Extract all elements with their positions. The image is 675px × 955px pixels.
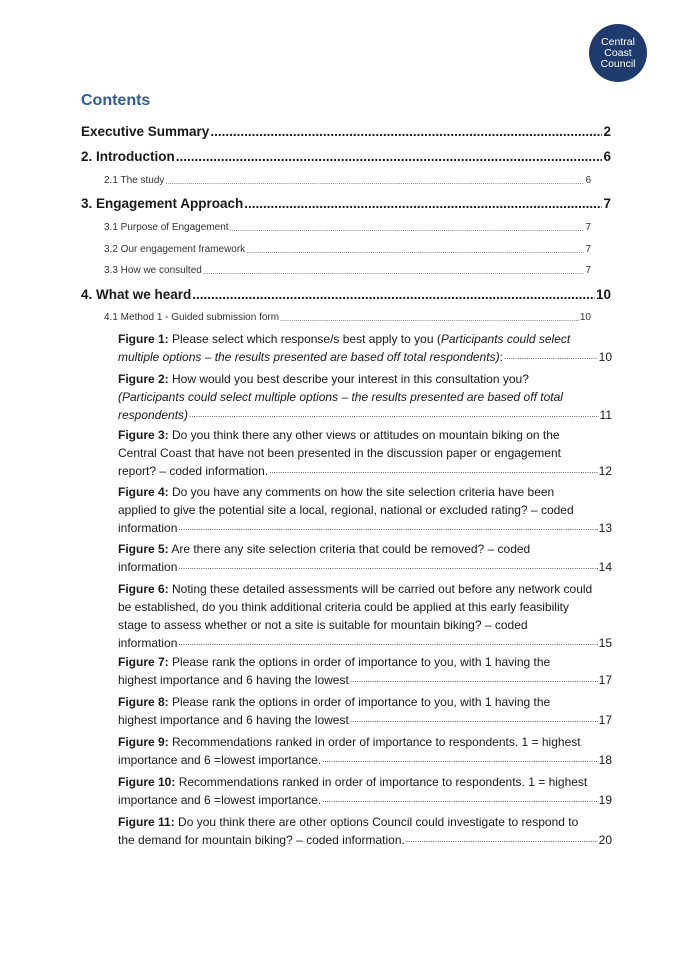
logo-line-1: Central	[601, 35, 635, 48]
logo-line-3: Council	[600, 57, 636, 70]
toc-entry-purpose-of-engagement[interactable]: 3.1 Purpose of Engagement ..... 7	[104, 219, 591, 233]
toc-entry-method-1[interactable]: 4.1 Method 1 - Guided submission form ..... 10	[104, 309, 591, 323]
toc-entry-engagement-approach[interactable]: 3. Engagement Approach ..... 7	[81, 193, 611, 211]
toc-entry-how-we-consulted[interactable]: 3.3 How we consulted ..... 7	[104, 262, 591, 276]
toc-entry-figure-11[interactable]: Figure 11: Do you think there are other options Council could investigate to respond to the demand for mountain biking? – coded information. ..... 20	[118, 813, 612, 849]
toc-entry-figure-1[interactable]: Figure 1: Please select which response/s best apply to you (Participants could select multiple options – the results presented are based off total respondents) : ..... 10	[118, 330, 612, 366]
toc-entry-what-we-heard[interactable]: 4. What we heard ..... 10	[81, 284, 611, 302]
toc-entry-figure-9[interactable]: Figure 9: Recommendations ranked in order of importance to respondents. 1 = highest importance and 6 =lowest importance. ..... 18	[118, 733, 612, 769]
toc-entry-executive-summary[interactable]: Executive Summary ..... 2	[81, 121, 611, 139]
council-logo	[589, 24, 647, 82]
toc-entry-engagement-framework[interactable]: 3.2 Our engagement framework ..... 7	[104, 241, 591, 255]
toc-entry-figure-7[interactable]: Figure 7: Please rank the options in order of importance to you, with 1 having the highest importance and 6 having the lowest ..... 17	[118, 653, 612, 689]
logo-line-2: Coast	[604, 46, 632, 59]
toc-entry-figure-8[interactable]: Figure 8: Please rank the options in order of importance to you, with 1 having the highest importance and 6 having the lowest ..... 17	[118, 693, 612, 729]
toc-entry-figure-4[interactable]: Figure 4: Do you have any comments on how the site selection criteria have been applied to give the potential site a local, regional, national or excluded rating? – coded information ..... 13	[118, 483, 612, 537]
toc-entry-the-study[interactable]: 2.1 The study ..... 6	[104, 172, 591, 186]
toc-entry-figure-3[interactable]: Figure 3: Do you think there any other views or attitudes on mountain biking on the Central Coast that have not been presented in the discussion paper or engagement report? – coded information. ..... 12	[118, 426, 612, 480]
toc-entry-figure-6[interactable]: Figure 6: Noting these detailed assessments will be carried out before any network could be established, do you think additional criteria could be applied at this early feasibility stage to assess whether or not a site is suitable for mountain biking? – coded information ..... 15	[118, 580, 612, 652]
toc-entry-figure-10[interactable]: Figure 10: Recommendations ranked in order of importance to respondents. 1 = highest importance and 6 =lowest importance. ..... 19	[118, 773, 612, 809]
toc-entry-figure-5[interactable]: Figure 5: Are there any site selection criteria that could be removed? – coded information ..... 14	[118, 540, 612, 576]
page-title: Contents	[81, 92, 151, 109]
toc-entry-introduction[interactable]: 2. Introduction ..... 6	[81, 146, 611, 164]
toc-entry-figure-2[interactable]: Figure 2: How would you best describe your interest in this consultation you? (Participants could select multiple options – the results presented are based off total respondents) ..... 11	[118, 370, 612, 424]
